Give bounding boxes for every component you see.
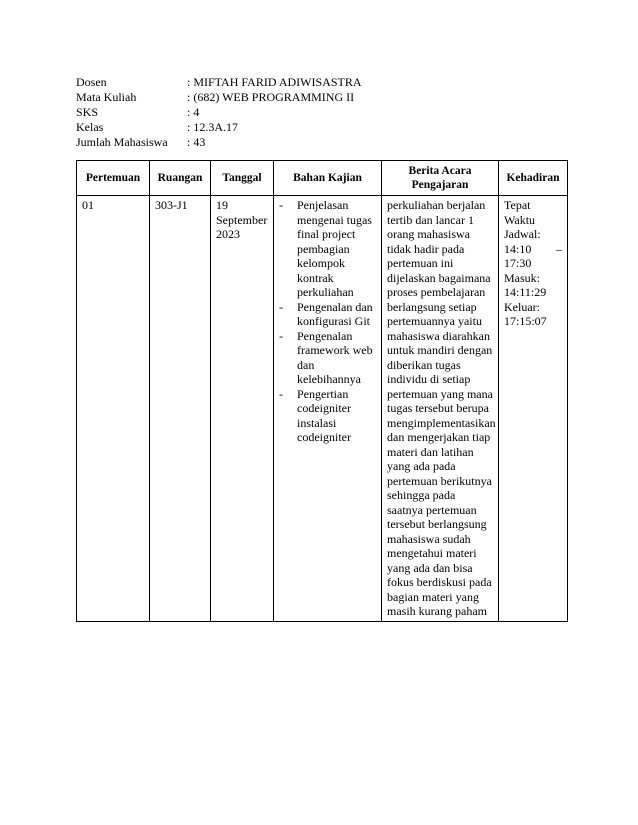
schedule-start-row (504, 242, 562, 257)
schedule-dash: – (556, 241, 562, 256)
table-header-row (77, 161, 568, 196)
meta-value: : (682) WEB PROGRAMMING II (187, 90, 355, 104)
header-ruangan: Ruangan (150, 161, 211, 196)
course-info (76, 75, 362, 150)
cell-ruangan: 303-J1 (150, 196, 211, 622)
table-row (77, 196, 568, 622)
check-in-label: Masuk: (504, 270, 540, 285)
topic-item: - Pengenalan dan konfigurasi Git (279, 300, 376, 329)
meta-row-jumlah-mahasiswa (76, 135, 362, 150)
header-tanggal: Tanggal (211, 161, 274, 196)
check-out-time: 17:15:07 (504, 314, 547, 328)
meta-label: SKS (76, 105, 99, 119)
schedule-end: 17:30 (504, 256, 532, 270)
meta-value: : 12.3A.17 (187, 120, 238, 134)
schedule-label: Jadwal: (504, 227, 541, 241)
check-out-label: Keluar: (504, 299, 540, 314)
header-bahan-kajian: Bahan Kajian (274, 161, 382, 196)
meta-row-dosen (76, 75, 362, 90)
cell-berita-acara: perkuliahan berjalan tertib dan lancar 1 orang mahasiswa tidak hadir pada pertemuan ini dijelaskan bagaimana proses pembelajaran berlangsung setiap pertemuannya yaitu mahasiswa diarahkan untuk mandiri dengan diberikan tugas individu di setiap pertemuan yang mana tugas tersebut berupa mengimplementasikan dan mengerjakan tiap materi dan latihan yang ada pada pertemuan berikutnya sehingga pada saatnya pertemuan tersebut berlangsung mahasiswa sudah mengetahui materi yang ada dan bisa fokus berdiskusi pada bagian materi yang masih kurang paham (382, 196, 499, 622)
cell-bahan-kajian (274, 196, 382, 622)
meta-row-sks (76, 105, 362, 120)
meta-label: Dosen (76, 75, 107, 89)
meta-label: Mata Kuliah (76, 90, 137, 104)
meta-row-mata-kuliah (76, 90, 362, 105)
header-kehadiran: Kehadiran (499, 161, 568, 196)
header-pertemuan: Pertemuan (77, 161, 150, 196)
cell-pertemuan: 01 (77, 196, 150, 622)
check-in-time: 14:11:29 (504, 285, 547, 299)
lecture-journal-table (76, 160, 568, 622)
cell-kehadiran (499, 196, 568, 622)
meta-value: : 4 (187, 105, 200, 119)
topic-item: - Pengenalan framework web dan kelebihannya (279, 329, 376, 387)
cell-tanggal: 19 September 2023 (211, 196, 274, 622)
meta-label: Kelas (76, 120, 104, 134)
attendance-status: Tepat Waktu (504, 198, 536, 227)
topic-item: - Penjelasan mengenai tugas final project pembagian kelompok kontrak perkuliahan (279, 198, 376, 300)
meta-label: Jumlah Mahasiswa (76, 135, 168, 149)
meta-value: : 43 (187, 135, 206, 149)
header-berita-acara: Berita Acara Pengajaran (382, 161, 499, 196)
topic-list (279, 198, 376, 445)
topic-item: - Pengertian codeigniter instalasi codeigniter (279, 387, 376, 445)
meta-row-kelas (76, 120, 362, 135)
schedule-start: 14:10 (504, 241, 532, 256)
meta-value: : MIFTAH FARID ADIWISASTRA (187, 75, 362, 89)
